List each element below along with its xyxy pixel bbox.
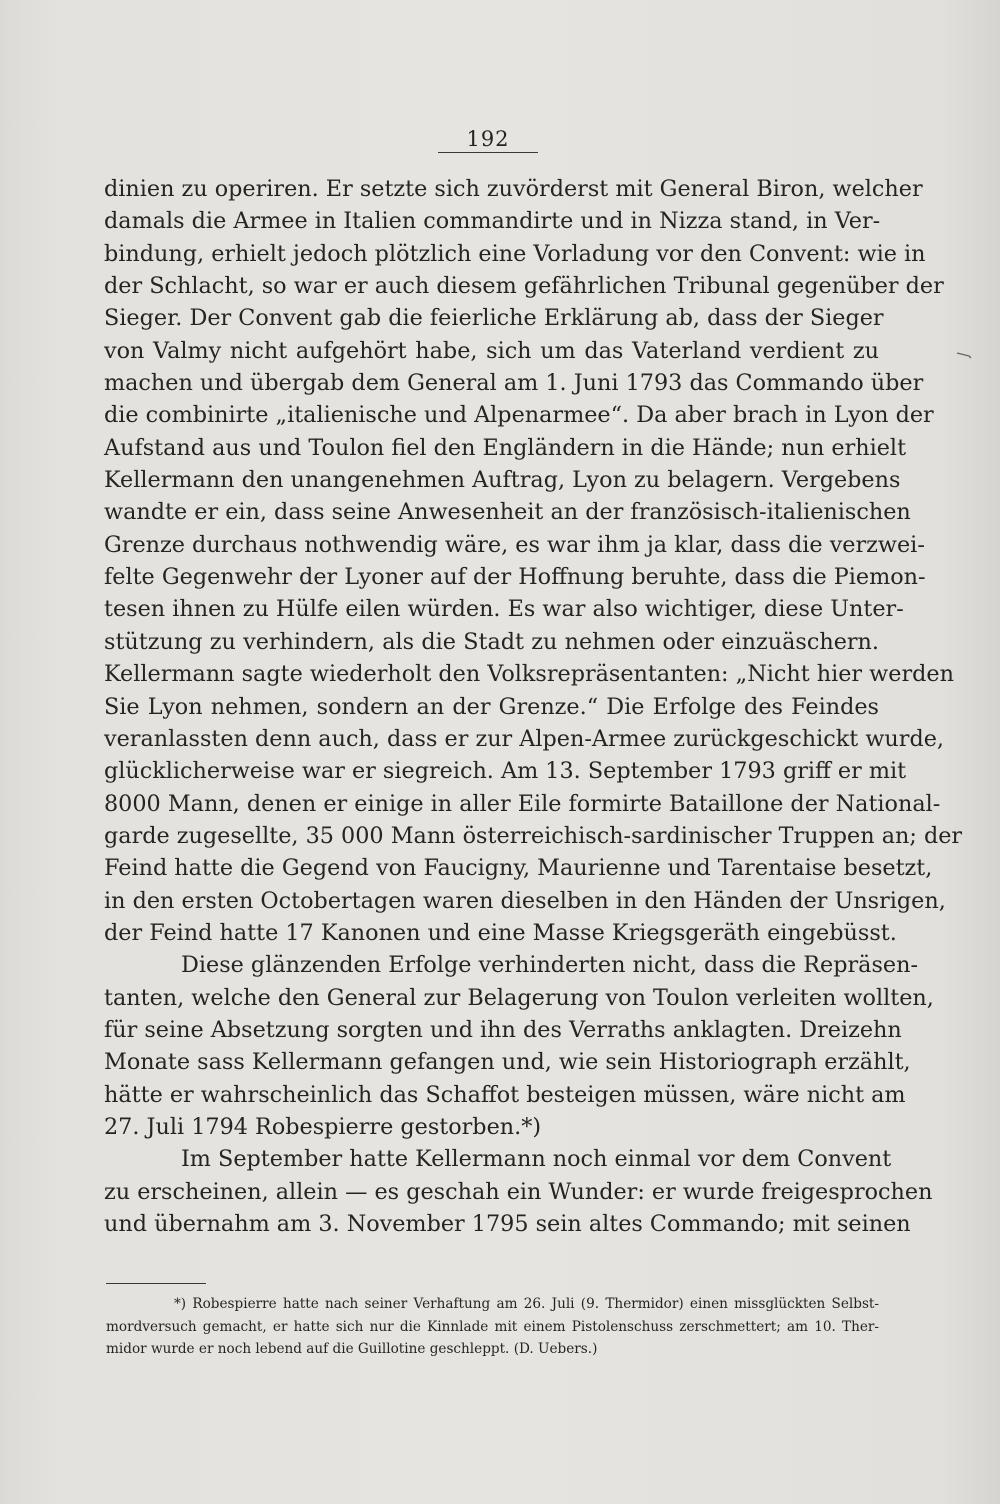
header-rule — [438, 152, 538, 153]
text-line: Grenze durchaus nothwendig wäre, es war ihm ja klar, dass die verzwei- — [104, 531, 925, 558]
body-text — [104, 173, 963, 1240]
text-line: stützung zu verhindern, als die Stadt zu nehmen oder einzuäschern. — [104, 628, 879, 655]
text-line: hätte er wahrscheinlich das Schaffot besteigen müssen, wäre nicht am — [104, 1081, 906, 1108]
footnote-line: midor wurde er noch lebend auf die Guillotine geschleppt. (D. Uebers.) — [106, 1341, 598, 1357]
text-line: Monate sass Kellermann gefangen und, wie sein Historiograph erzählt, — [104, 1049, 911, 1076]
text-line: wandte er ein, dass seine Anwesenheit an der französisch-italienischen — [104, 499, 911, 526]
text-line: 27. Juli 1794 Robespierre gestorben.*) — [104, 1113, 542, 1140]
text-line: Feind hatte die Gegend von Faucigny, Maurienne und Tarentaise besetzt, — [104, 855, 933, 882]
text-line: der Feind hatte 17 Kanonen und eine Masse Kriegsgeräth eingebüsst. — [104, 919, 897, 946]
text-line: Kellermann den unangenehmen Auftrag, Lyon zu belagern. Vergebens — [104, 467, 901, 494]
text-line: Diese glänzenden Erfolge verhinderten nicht, dass die Repräsen- — [181, 952, 918, 979]
text-line: Kellermann sagte wiederholt den Volksrepräsentanten: „Nicht hier werden — [104, 661, 954, 688]
text-line: glücklicherweise war er siegreich. Am 13. September 1793 griff er mit — [104, 758, 907, 785]
text-line: garde zugesellte, 35 000 Mann österreichisch-sardinischer Truppen an; der — [104, 822, 963, 849]
text-line: dinien zu operiren. Er setzte sich zuvörderst mit General Biron, welcher — [104, 176, 923, 202]
footnote-line: *) Robespierre hatte nach seiner Verhaftung am 26. Juli (9. Thermidor) einen missglückten Selbst- — [174, 1296, 879, 1312]
footnote — [106, 1293, 879, 1361]
text-line: Sie Lyon nehmen, sondern an der Grenze.“ Die Erfolge des Feindes — [104, 693, 879, 720]
text-line: veranlassten denn auch, dass er zur Alpen-Armee zurückgeschickt wurde, — [104, 725, 944, 752]
text-line: zu erscheinen, allein — es geschah ein Wunder: er wurde freigesprochen — [104, 1178, 933, 1205]
text-line: tanten, welche den General zur Belagerung von Toulon verleiten wollten, — [104, 984, 934, 1011]
text-line: für seine Absetzung sorgten und ihn des Verraths anklagten. Dreizehn — [104, 1016, 902, 1043]
margin-mark-icon — [956, 351, 972, 359]
text-line: der Schlacht, so war er auch diesem gefährlichen Tribunal gegenüber der — [104, 273, 944, 300]
text-line: Sieger. Der Convent gab die feierliche Erklärung ab, dass der Sieger — [104, 305, 884, 332]
text-line: damals die Armee in Italien commandirte und in Nizza stand, in Ver- — [104, 208, 881, 235]
text-line: in den ersten Octobertagen waren dieselben in den Händen der Unsrigen, — [104, 887, 946, 914]
text-line: von Valmy nicht aufgehört habe, sich um das Vaterland verdient zu — [104, 337, 879, 364]
page-number: 192 — [466, 127, 510, 151]
text-line: und übernahm am 3. November 1795 sein altes Commando; mit seinen — [104, 1211, 911, 1237]
text-line: Aufstand aus und Toulon fiel den Engländern in die Hände; nun erhielt — [104, 434, 907, 461]
text-line: die combinirte „italienische und Alpenarmee“. Da aber brach in Lyon der — [104, 402, 934, 429]
footnote-line: mordversuch gemacht, er hatte sich nur die Kinnlade mit einem Pistolenschuss zerschmettert; am 10. Ther- — [106, 1318, 879, 1335]
text-line: 8000 Mann, denen er einige in aller Eile formirte Bataillone der National- — [104, 790, 941, 817]
text-line: bindung, erhielt jedoch plötzlich eine Vorladung vor den Convent: wie in — [104, 240, 926, 267]
text-line: felte Gegenwehr der Lyoner auf der Hoffnung beruhte, dass die Piemon- — [104, 564, 926, 591]
text-line: machen und übergab dem General am 1. Juni 1793 das Commando über — [104, 370, 924, 397]
text-line: tesen ihnen zu Hülfe eilen würden. Es war also wichtiger, diese Unter- — [104, 596, 904, 623]
footnote-rule — [106, 1283, 206, 1284]
text-line: Im September hatte Kellermann noch einmal vor dem Convent — [181, 1146, 892, 1173]
